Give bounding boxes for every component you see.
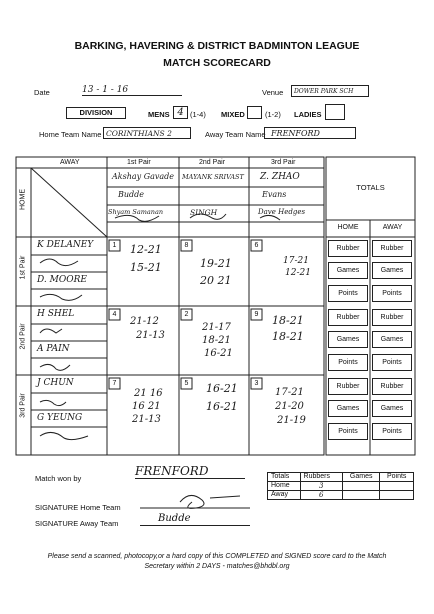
r2-home-games: Games [328, 331, 368, 348]
row1-cell2-score1: 19-21 [200, 257, 232, 270]
r1-home-games: Games [328, 262, 368, 279]
row1-pair-label: 1st Pair [19, 255, 27, 280]
row3-cell1-score2: 16 21 [132, 401, 161, 412]
pair-header-3: 3rd Pair [271, 159, 296, 166]
row3-cell1-score3: 21-13 [132, 414, 161, 425]
ladies-label: LADIES [294, 110, 322, 119]
row2-cell2-score1: 21-17 [202, 322, 231, 333]
r1-away-games: Games [372, 262, 412, 279]
away-team-value: FRENFORD [264, 127, 356, 139]
r3-home-points: Points [328, 423, 368, 440]
row2-cell3-num: 9 [254, 311, 259, 318]
row2-cell1-num: 4 [112, 311, 117, 318]
row3-cell2-score1: 16-21 [206, 382, 238, 395]
mixed-range: (1-2) [265, 110, 281, 119]
row1-cell2-score2: 20 21 [200, 274, 232, 287]
row3-cell3-num: 3 [254, 380, 259, 387]
row2-cell2-score2: 18-21 [202, 335, 231, 346]
row1-cell3-score2: 12-21 [285, 268, 311, 278]
footer-line-1: Please send a scanned, photocopy,or a hard copy of this COMPLETED and SIGNED score card to the Match [47, 553, 387, 560]
home-side-label: HOME [19, 189, 27, 210]
away-pair3-player1: Z. ZHAO [260, 172, 300, 182]
r3-home-games: Games [328, 400, 368, 417]
totals-table-away-label: Away [268, 491, 301, 500]
row3-pair-label: 3rd Pair [19, 393, 27, 418]
away-header: AWAY [60, 159, 80, 166]
row3-player2: G YEUNG [37, 413, 83, 423]
away-pair3-player2: Evans [262, 190, 287, 199]
r2-away-rubber: Rubber [372, 309, 412, 326]
row3-cell3-score2: 21-20 [275, 401, 304, 412]
pair-header-1: 1st Pair [127, 159, 151, 166]
row1-cell1-score2: 15-21 [130, 261, 162, 274]
r1-home-points: Points [328, 285, 368, 302]
away-pair1-player2: Budde [118, 190, 145, 199]
row3-cell2-score2: 16-21 [206, 400, 238, 413]
totals-table-home-label: Home [268, 482, 301, 491]
signature-home-mark [140, 488, 250, 510]
match-won-label: Match won by [35, 474, 82, 483]
totals-table-header-rubbers: Rubbers [300, 473, 342, 482]
row1-cell1-num: 1 [112, 242, 117, 249]
totals-table-header-points: Points [380, 473, 414, 482]
totals-table-home-games [342, 482, 379, 491]
row1-cell3-num: 6 [254, 242, 259, 249]
totals-home-label: HOME [337, 224, 359, 231]
home-team-label: Home Team Name [39, 130, 102, 139]
r1-away-rubber: Rubber [372, 240, 412, 257]
away-pair2-player2: SINGH [190, 208, 218, 217]
r2-home-points: Points [328, 354, 368, 371]
row2-cell1-score2: 21-13 [136, 330, 165, 341]
signature-away-value: Budde [158, 513, 191, 524]
row2-cell3-score1: 18-21 [272, 314, 304, 327]
r2-away-games: Games [372, 331, 412, 348]
home-team-value: CORINTHIANS 2 [103, 127, 191, 139]
row1-cell1-score1: 12-21 [130, 243, 162, 256]
signature-away-label: SIGNATURE Away Team [35, 519, 119, 528]
venue-label: Venue [262, 88, 284, 97]
mens-label: MENS [148, 110, 170, 119]
signature-home-label: SIGNATURE Home Team [35, 503, 121, 512]
date-label: Date [34, 88, 50, 97]
totals-table-home-rubbers: 3 [300, 482, 342, 491]
row2-cell1-score1: 21-12 [130, 316, 159, 327]
row3-cell1-score1: 21 16 [134, 388, 163, 399]
row1-player1: K DELANEY [37, 240, 94, 250]
pair-header-2: 2nd Pair [199, 159, 226, 166]
scorecard-title: MATCH SCORECARD [163, 57, 271, 69]
league-title: BARKING, HAVERING & DISTRICT BADMINTON LEAGUE [74, 40, 360, 52]
totals-table-home-points [380, 482, 414, 491]
away-pair2-player1: MAYANK SRIVAST [182, 173, 244, 181]
totals-table-away-games [342, 491, 379, 500]
totals-title: TOTALS [356, 183, 385, 192]
signature-away-line [140, 525, 250, 526]
totals-table-header-games: Games [342, 473, 379, 482]
away-pair1-player1: Akshay Gavade [112, 172, 175, 181]
r3-away-games: Games [372, 400, 412, 417]
totals-table-away-points [380, 491, 414, 500]
r2-home-rubber: Rubber [328, 309, 368, 326]
row3-cell3-score1: 17-21 [275, 387, 304, 398]
footer-line-2: Secretary within 2 DAYS - matches@bhdbl.org [144, 563, 290, 570]
venue-value: DOWER PARK SCH [291, 85, 369, 97]
mixed-label: MIXED [221, 110, 245, 119]
row3-cell1-num: 7 [112, 380, 117, 387]
away-extra-3: Dave Hedges [258, 208, 306, 216]
r2-away-points: Points [372, 354, 412, 371]
totals-table [267, 472, 414, 500]
row3-cell2-num: 5 [184, 380, 189, 387]
totals-table-away-rubbers: 6 [300, 491, 342, 500]
row2-player1: H SHEL [37, 309, 75, 319]
r3-home-rubber: Rubber [328, 378, 368, 395]
row2-player2: A PAIN [37, 344, 70, 354]
r1-away-points: Points [372, 285, 412, 302]
row3-cell3-score3: 21-19 [277, 415, 306, 426]
mens-range: (1-4) [190, 110, 206, 119]
away-team-label: Away Team Name [205, 130, 266, 139]
r3-away-points: Points [372, 423, 412, 440]
mens-value: 4 [173, 106, 188, 119]
row1-player2: D. MOORE [37, 275, 87, 285]
row2-cell2-score3: 16-21 [204, 348, 233, 359]
away-extra-1: Shyam Samanan [108, 208, 164, 216]
totals-table-header-totals: Totals [268, 473, 301, 482]
totals-away-label: AWAY [382, 224, 403, 231]
row2-pair-label: 2nd Pair [19, 323, 27, 350]
row1-cell3-score1: 17-21 [283, 256, 309, 266]
division-label: DIVISION [66, 107, 126, 119]
row2-cell2-num: 2 [184, 311, 189, 318]
match-won-value: FRENFORD [135, 464, 245, 479]
r1-home-rubber: Rubber [328, 240, 368, 257]
row3-player1: J CHUN [37, 378, 74, 388]
date-value: 13 - 1 - 16 [82, 85, 182, 96]
row2-cell3-score2: 18-21 [272, 330, 304, 343]
r3-away-rubber: Rubber [372, 378, 412, 395]
row1-cell2-num: 8 [184, 242, 189, 249]
